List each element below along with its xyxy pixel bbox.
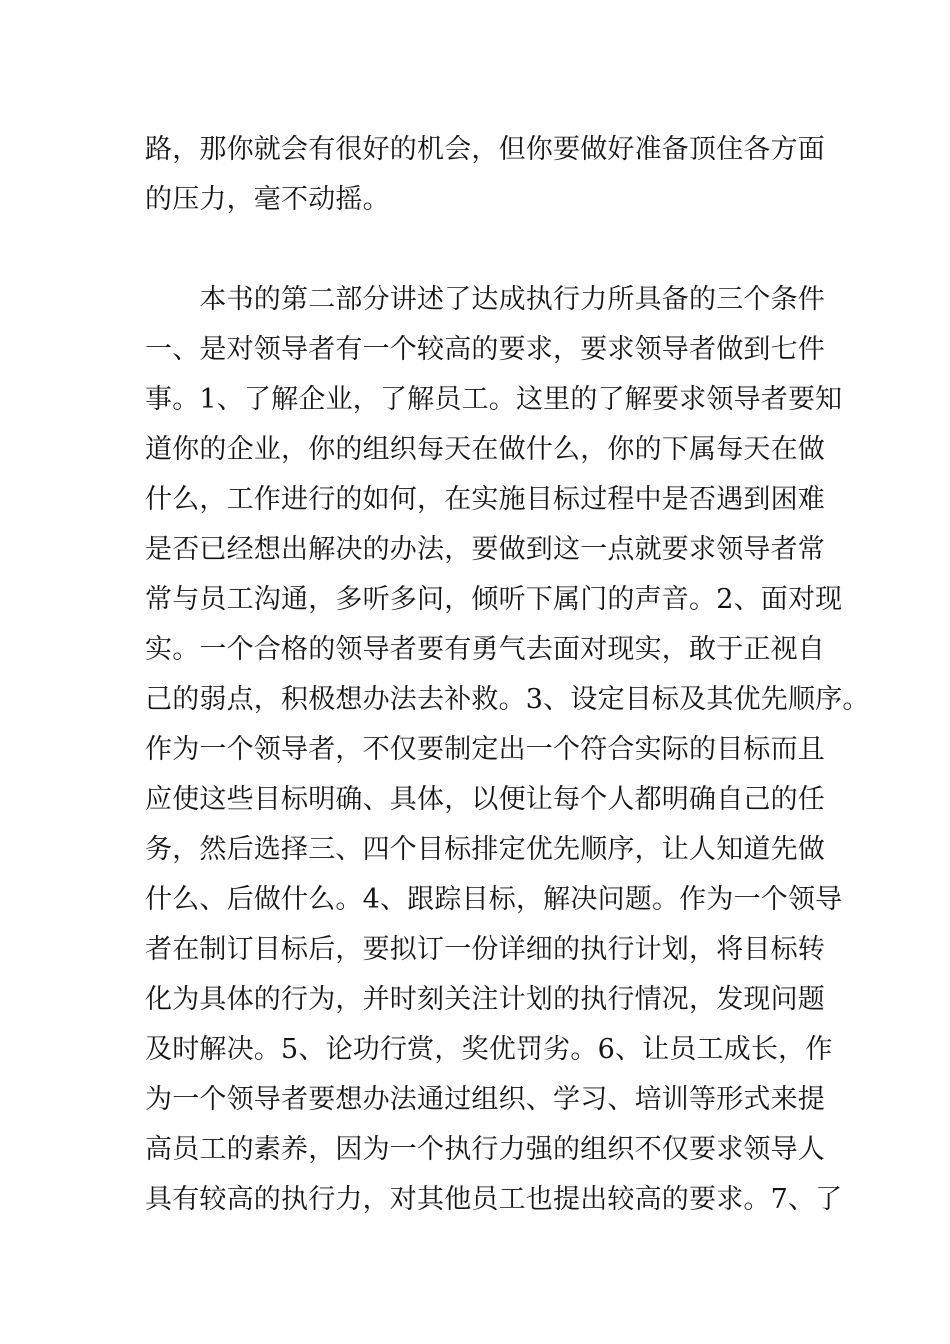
text-line: 的压力，毫不动摇。 — [145, 184, 390, 215]
text-line: 事。1、了解企业，了解员工。这里的了解要求领导者要知 — [145, 384, 843, 415]
text-line: 本书的第二部分讲述了达成执行力所具备的三个条件 — [145, 284, 825, 315]
text-line: 己的弱点，积极想办法去补救。3、设定目标及其优先顺序。 — [145, 684, 870, 715]
text-line: 务，然后选择三、四个目标排定优先顺序，让人知道先做 — [145, 834, 825, 865]
text-line: 是否已经想出解决的办法，要做到这一点就要求领导者常 — [145, 534, 825, 565]
text-line: 路，那你就会有很好的机会，但你要做好准备顶住各方面 — [145, 134, 825, 165]
text-line: 化为具体的行为，并时刻关注计划的执行情况，发现问题 — [145, 984, 825, 1015]
text-line: 什么、后做什么。4、跟踪目标，解决问题。作为一个领导 — [145, 884, 843, 915]
text-line: 应使这些目标明确、具体，以便让每个人都明确自己的任 — [145, 784, 825, 815]
text-line: 一、是对领导者有一个较高的要求，要求领导者做到七件 — [145, 334, 825, 365]
text-line: 及时解决。5、论功行赏，奖优罚劣。6、让员工成长，作 — [145, 1034, 833, 1065]
text-line: 作为一个领导者，不仅要制定出一个符合实际的目标而且 — [145, 734, 825, 765]
text-line: 道你的企业，你的组织每天在做什么，你的下属每天在做 — [145, 434, 825, 465]
text-line: 实。一个合格的领导者要有勇气去面对现实，敢于正视自 — [145, 634, 825, 665]
text-line: 具有较高的执行力，对其他员工也提出较高的要求。7、了 — [145, 1184, 843, 1215]
text-line: 为一个领导者要想办法通过组织、学习、培训等形式来提 — [145, 1084, 825, 1115]
text-line: 常与员工沟通，多听多问，倾听下属门的声音。2、面对现 — [145, 584, 843, 615]
text-line: 者在制订目标后，要拟订一份详细的执行计划，将目标转 — [145, 934, 825, 965]
text-line: 什么，工作进行的如何，在实施目标过程中是否遇到困难 — [145, 484, 825, 515]
text-line: 高员工的素养，因为一个执行力强的组织不仅要求领导人 — [145, 1134, 825, 1165]
